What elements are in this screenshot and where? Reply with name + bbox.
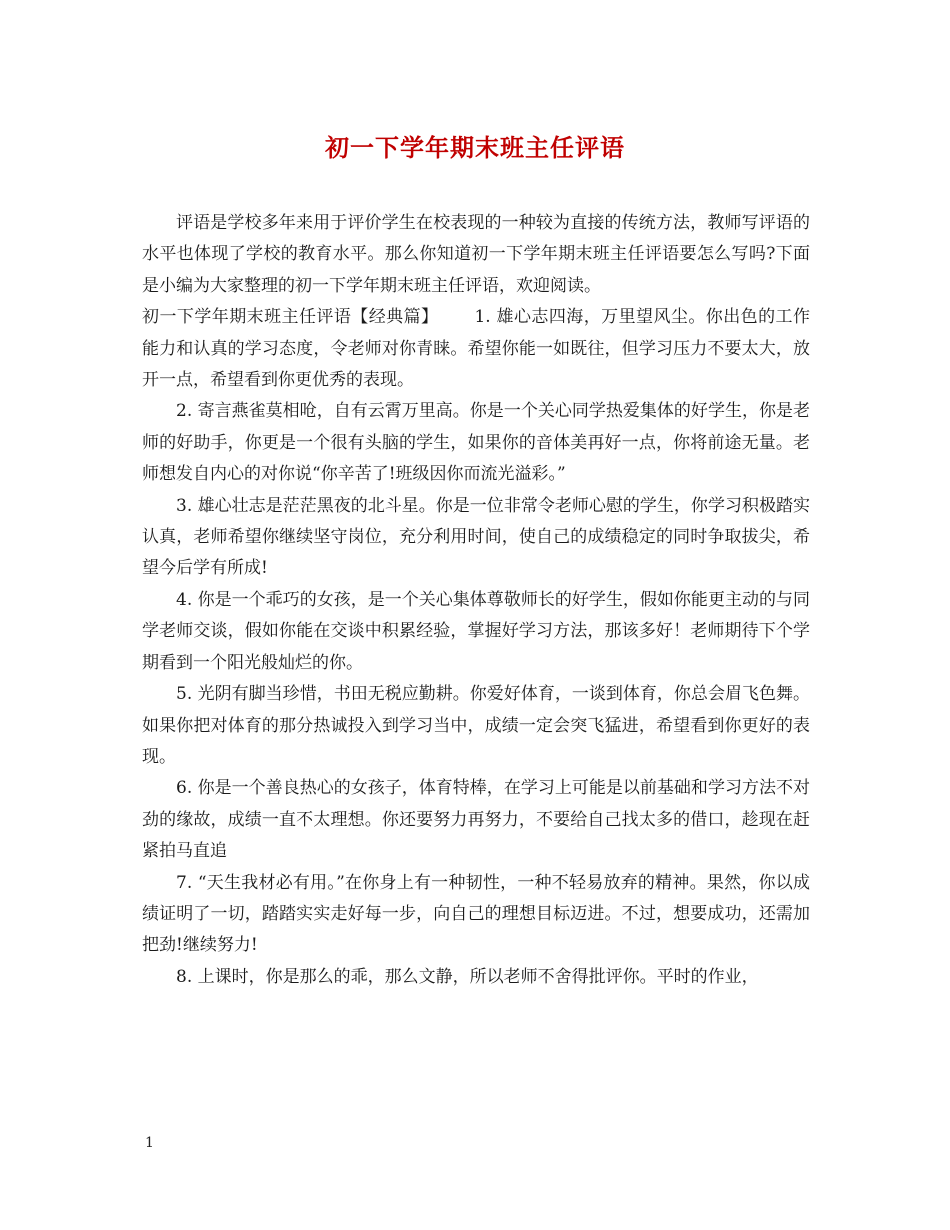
item-8: 8. 上课时，你是那么的乖，那么文静，所以老师不舍得批评你。平时的作业， [176, 966, 759, 987]
document-title: 初一下学年期末班主任评语 [325, 133, 625, 162]
page-number: 1 [145, 1135, 154, 1151]
item-4: 4. 你是一个乖巧的女孩，是一个关心集体尊敬师长的好学生，假如你能更主动的与同学老师交谈，假如你能在交谈中积累经验，掌握好学习方法，那该多好！老师期待下个学期看到一个阳光般灿烂的你。 [142, 589, 810, 673]
section-paragraph [142, 302, 810, 396]
document-body [142, 208, 810, 993]
item-6: 6. 你是一个善良热心的女孩子，体育特棒，在学习上可能是以前基础和学习方法不对劲的缘故，成绩一直不太理想。你还要努力再努力，不要给自己找太多的借口，趁现在赶紧拍马直追 [142, 778, 810, 862]
item-5: 5. 光阴有脚当珍惜，书田无税应勤耕。你爱好体育，一谈到体育，你总会眉飞色舞。如果你把对体育的那分热诚投入到学习当中，成绩一定会突飞猛进，希望看到你更好的表现。 [142, 684, 810, 767]
item-1: 1. 雄心志四海，万里望风尘。你出色的工作能力和认真的学习态度，令老师对你青睐。希望你能一如既往，但学习压力不要太大，放开一点，希望看到你更优秀的表现。 [142, 307, 810, 391]
section-heading: 初一下学年期末班主任评语【经典篇】 [142, 307, 439, 328]
item-3: 3. 雄心壮志是茫茫黑夜的北斗星。你是一位非常令老师心慰的学生，你学习积极踏实认真，老师希望你继续坚守岗位，充分利用时间，使自己的成绩稳定的同时争取拔尖，希望今后学有所成! [142, 495, 810, 579]
item-7: 7. “天生我材必有用。”在你身上有一种韧性，一种不轻易放弃的精神。果然，你以成绩证明了一切，踏踏实实走好每一步，向自己的理想目标迈进。不过，想要成功，还需加把劲!继续努力! [142, 872, 810, 956]
intro-paragraph: 评语是学校多年来用于评价学生在校表现的一种较为直接的传统方法，教师写评语的水平也体现了学校的教育水平。那么你知道初一下学年期末班主任评语要怎么写吗?下面是小编为大家整理的初一下学年期末班主任评语，欢迎阅读。 [142, 213, 810, 296]
item-2: 2. 寄言燕雀莫相呛，自有云霄万里高。你是一个关心同学热爱集体的好学生，你是老师的好助手，你更是一个很有头脑的学生，如果你的音体美再好一点，你将前途无量。老师想发自内心的对你说“你辛苦了!班级因你而流光溢彩。” [142, 401, 810, 485]
